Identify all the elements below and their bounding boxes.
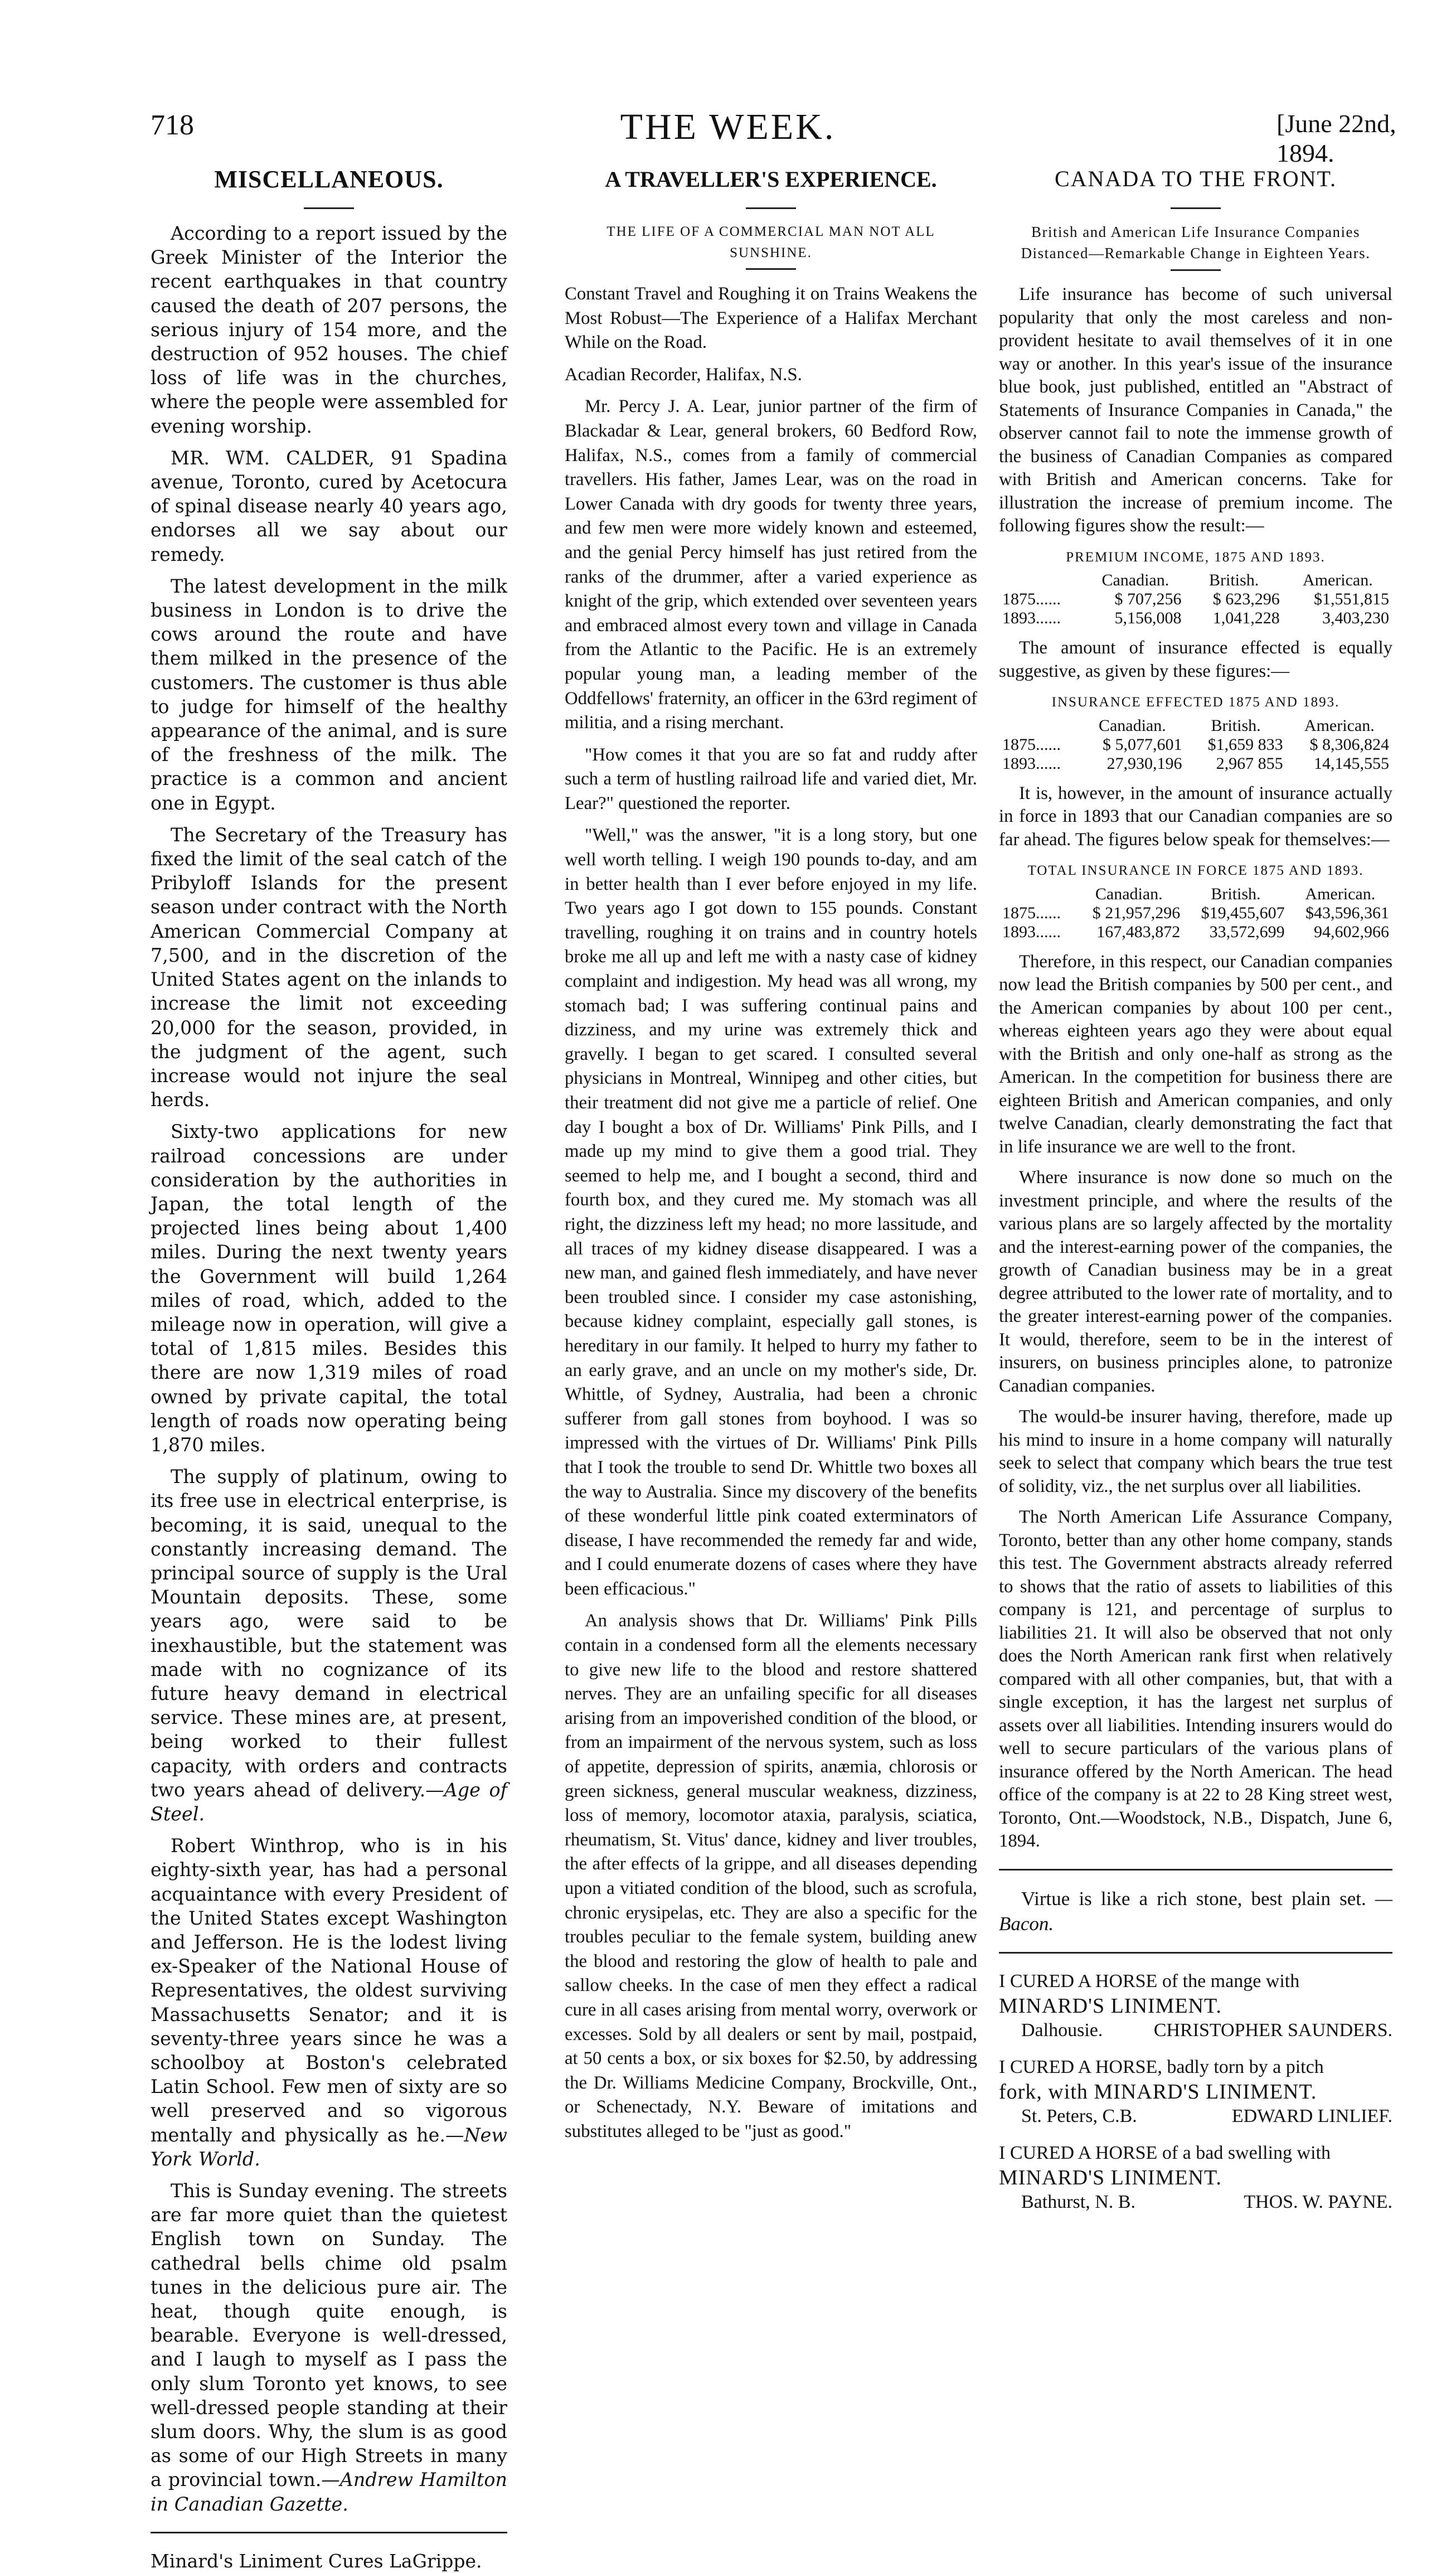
row-year: 1893...... xyxy=(1002,754,1061,773)
advert-name: EDWARD LINLIEF. xyxy=(1231,2105,1392,2126)
table-row xyxy=(999,754,1392,773)
table-caption: INSURANCE EFFECTED 1875 AND 1893. xyxy=(1051,695,1340,710)
divider xyxy=(1171,207,1221,209)
table-row xyxy=(999,735,1392,754)
quote-source: —Bacon. xyxy=(999,1887,1393,1935)
article-paragraph: It is, however, in the amount of insurance actually in force in 1893 that our Canadian companies are so far ahead. The figures below speak for themselves:— xyxy=(999,783,1392,850)
article-paragraph: The latest development in the milk business in London is to drive the cows around the route and have them milked in the presence of the customers. The customer is thus able to judge for himself of the healthy appearance of the animal, and is sure of the freshness of the milk. The practice is a common and ancient one in Egypt. xyxy=(151,575,507,814)
article-paragraph: Mr. Percy J. A. Lear, junior partner of the firm of Blackadar & Lear, general brokers, 60 Bedford Row, Halifax, N.S., comes from a family of commercial travellers. His father, James Lear, was on the road in Lower Canada with dry goods for twenty three years, and few men were more widely known and esteemed, and the genial Percy himself has just retired from the ranks of the drummer, after a varied experience as knight of the grip, which extended over seventeen years and embraced almost every town and village in Canada from the Atlantic to the Pacific. He is an extremely popular young man, a leading member of the Oddfellows' fraternity, an officer in the 63rd regiment of militia, and a rising merchant. xyxy=(565,396,977,733)
table-cell: 5,156,008 xyxy=(1114,609,1182,627)
advert-line: I CURED A HORSE of a bad swelling with xyxy=(999,2142,1331,2163)
issue-date: [June 22nd, 1894. xyxy=(1277,109,1396,167)
divider xyxy=(1171,269,1221,271)
table-cell: $ 707,256 xyxy=(1114,590,1182,608)
column-header: American. xyxy=(1302,571,1373,589)
article-paragraph: Life insurance has become of such universal popularity that only the most careless and non-provident hesitate to avail themselves of it in one way or another. In this year's issue of the insurance blue book, just published, entitled an "Abstract of Statements of Insurance Companies in Canada," the observer cannot fail to note the immense growth of the business of Canadian Companies as compared with British and American concerns. Take for illustration the increase of premium income. The following figures show the result:— xyxy=(999,284,1392,536)
table-cell: 27,930,196 xyxy=(1106,754,1182,773)
table-cell: 14,145,555 xyxy=(1314,754,1389,773)
advert-name: CHRISTOPHER SAUNDERS. xyxy=(1153,2019,1392,2041)
article-lead: Constant Travel and Roughing it on Trains Weakens the Most Robust—The Experience of a Halifax Merchant While on the Road. xyxy=(565,284,977,353)
testimonial-advert xyxy=(999,1969,1392,2043)
article-paragraph: An analysis shows that Dr. Williams' Pink Pills contain in a condensed form all the elements necessary to give new life to the blood and restore shattered nerves. They are an unfailing specific for all diseases arising from an impoverished condition of the blood, or from an impairment of the nervous system, such as loss of appetite, depression of spirits, anæmia, chlorosis or green sickness, general muscular weakness, dizziness, loss of memory, locomotor ataxia, paralysis, sciatica, rheumatism, St. Vitus' dance, kidney and liver troubles, the after effects of la grippe, and all diseases depending upon a vitiated condition of the blood, such as scrofula, chronic erysipelas, etc. They are also a specific for the troubles peculiar to the female system, building anew the blood and restoring the glow of health to pale and sallow cheeks. In the case of men they effect a radical cure in all cases arising from mental worry, overwork or excesses. Sold by all dealers or sent by mail, postpaid, at 50 cents a box, or six boxes for $2.50, by addressing the Dr. Williams Medicine Company, Brockville, Ont., or Schenectady, N.Y. Beware of imitations and substitutes alleged to be "just as good." xyxy=(565,1611,977,2141)
table-cell: 2,967 855 xyxy=(1216,754,1283,773)
advert-product: MINARD'S LINIMENT. xyxy=(999,2165,1222,2189)
table-caption: PREMIUM INCOME, 1875 AND 1893. xyxy=(1066,549,1326,565)
article-list xyxy=(151,221,507,1457)
table-cell: $ 623,296 xyxy=(1212,590,1280,608)
page-number: 718 xyxy=(151,109,194,141)
page-title: THE WEEK. xyxy=(620,106,836,147)
table-cell: $1,551,815 xyxy=(1314,590,1389,608)
table-row xyxy=(999,609,1392,628)
column-header xyxy=(999,716,1079,735)
row-year: 1893...... xyxy=(1002,609,1061,627)
article-body xyxy=(999,951,1392,1853)
advert-signature xyxy=(999,2018,1392,2043)
article-paragraph: MR. WM. CALDER, 91 Spadina avenue, Toronto, cured by Acetocura of spinal disease nearly 40 years ago, endorses all we say about our remedy. xyxy=(151,447,507,565)
divider xyxy=(151,2532,507,2533)
footer-advert: Minard's Liniment Cures LaGrippe. xyxy=(151,2550,482,2572)
testimonial-advert xyxy=(999,2141,1392,2215)
advert-signature xyxy=(999,2104,1392,2129)
column-header: British. xyxy=(1211,884,1261,903)
column-heading: MISCELLANEOUS. xyxy=(214,166,444,193)
column-header: American. xyxy=(1305,884,1376,903)
divider xyxy=(746,207,796,209)
advert-signature xyxy=(999,2190,1392,2215)
row-year: 1875...... xyxy=(1002,735,1061,754)
insurance-effected-table xyxy=(999,716,1392,773)
table-cell: $ 8,306,824 xyxy=(1309,735,1389,754)
table-header-row xyxy=(999,716,1392,735)
column-header: British. xyxy=(1211,716,1261,735)
article-paragraph: "Well," was the answer, "it is a long story, but one well worth telling. I weigh 190 pounds to-day, and am in better health than I ever before enjoyed in my life. Two years ago I got down to 155 pounds. Constant travelling, roughing it on trains and in country hotels broke me all up and left me with a nasty case of kidney complaint and indigestion. My head was all wrong, my stomach bad; I was suffering continual pains and dizziness, and my urine was extremely thick and gravelly. I began to get scared. I consulted several physicians in Montreal, Winnipeg and other cities, but their treatment did not give me a particle of relief. One day I bought a box of Dr. Williams' Pink Pills, and I made up my mind to give them a good trial. They seemed to help me, and I bought a second, third and fourth box, and they cured me. My stomach was all right, the dizziness left my head; no more lassitude, and all traces of my kidney disease disappeared. I was a new man, and gained flesh immediately, and have never been troubled since. I consider my case astonishing, because kidney complaint, especially gall stones, is hereditary in our family. It helped to hurry my father to an early grave, and an uncle on my mother's side, Dr. Whittle, of Sydney, Australia, had been a chronic sufferer from gall stones from boyhood. I was so impressed with the virtues of Dr. Williams' Pink Pills that I took the trouble to send Dr. Whittle two boxes all the way to Australia. Since my discovery of the benefits of these wonderful little pink coated exterminators of disease, I have recommended the remedy far and wide, and I could enumerate dozens of cases where they have been efficacious." xyxy=(565,825,977,1599)
column-header: British. xyxy=(1209,571,1259,589)
table-header-row xyxy=(999,885,1392,904)
premium-income-table xyxy=(999,571,1392,628)
divider xyxy=(304,207,354,209)
article-paragraph: Where insurance is now done so much on the investment principle, and where the results of the various plans are so largely affected by the mortality and the interest-earning power of the companies, the growth of Canadian business may be in a great degree attributed to the lower rate of mortality, and to the greater interest-earning power of the companies. It would, therefore, seem to be in the interest of insurers, on business principles alone, to patronize Canadian companies. xyxy=(999,1167,1392,1396)
column-header xyxy=(999,885,1074,904)
column-miscellaneous xyxy=(151,167,507,2573)
table-cell: $19,455,607 xyxy=(1201,903,1285,922)
advert-line: I CURED A HORSE of the mange with xyxy=(999,1970,1300,1991)
advert-product: MINARD'S LINIMENT. xyxy=(999,1994,1222,2018)
article-paragraph: The North American Life Assurance Company, Toronto, better than any other home company, stands this test. The Government abstracts already referred to shows that the ratio of assets to liabilities of this company is 121, and percentage of surplus to liabilities 21. It will also be observed that not only does the North American rank first when relatively compared with all other companies, but, that with a single exception, it has the largest net surplus of assets over all liabilities. Intending insurers would do well to secure particulars of the various plans of insurance offered by the North American. The head office of the company is at 22 to 28 King street west, Toronto, Ont.—Woodstock, N.B., Dispatch, June 6, 1894. xyxy=(999,1507,1392,1851)
article-paragraph: "How comes it that you are so fat and ruddy after such a term of hustling railroad life and varied diet, Mr. Lear?" questioned the reporter. xyxy=(565,744,977,813)
article-paragraph: The amount of insurance effected is equally suggestive, as given by these figures:— xyxy=(999,638,1392,681)
column-header xyxy=(999,571,1086,590)
advert-name: THOS. W. PAYNE. xyxy=(1244,2191,1392,2212)
testimonial-advert xyxy=(999,2055,1392,2129)
column-header: Canadian. xyxy=(1095,884,1163,903)
divider xyxy=(999,1869,1392,1871)
table-cell: $43,596,361 xyxy=(1305,903,1389,922)
table-cell: $ 21,957,296 xyxy=(1092,903,1181,922)
row-year: 1893...... xyxy=(1002,922,1061,941)
article-body xyxy=(565,395,977,2144)
article-subheading: THE LIFE OF A COMMERCIAL MAN NOT ALL SUNSHINE. xyxy=(606,224,935,260)
table-cell: 1,041,228 xyxy=(1212,609,1280,627)
column-travellers-experience xyxy=(565,167,977,2152)
table-header-row xyxy=(999,571,1392,590)
column-heading: CANADA TO THE FRONT. xyxy=(1055,166,1337,191)
table-row xyxy=(999,923,1392,942)
column-canada-to-the-front xyxy=(999,167,1392,2227)
divider xyxy=(999,1952,1392,1954)
advert-line: I CURED A HORSE, badly torn by a pitch xyxy=(999,2056,1324,2077)
article-paragraph: Sixty-two applications for new railroad concessions are under consideration by the authorities in Japan, the total length of the projected lines being about 1,400 miles. During the next twenty years the Government will build 1,264 miles of road, which, added to the mileage now in operation, will give a total of 1,815 miles. Besides this there are now 1,319 miles of road owned by private capital, the total length of roads now operating being 1,870 miles. xyxy=(151,1121,507,1456)
column-header: Canadian. xyxy=(1101,571,1169,589)
table-cell: $ 5,077,601 xyxy=(1103,735,1182,754)
advert-place: Bathurst, N. B. xyxy=(1021,2191,1135,2212)
row-year: 1875...... xyxy=(1002,903,1061,922)
article-paragraph: This is Sunday evening. The streets are far more quiet than the quietest English town on Sunday. The cathedral bells chime old psalm tunes in the delicious pure air. The heat, though quite enough, is bearable. Everyone is well-dressed, and I laugh to myself as I pass the only slum Toronto yet knows, to see well-dressed people standing at their slum doors. Why, the slum is as good as some of our High Streets in many a provincial town.—Andrew Hamilton in Canadian Gazette. xyxy=(151,2180,508,2515)
divider xyxy=(746,268,796,270)
table-caption: TOTAL INSURANCE IN FORCE 1875 AND 1893. xyxy=(1027,863,1364,878)
column-heading: A TRAVELLER'S EXPERIENCE. xyxy=(605,167,937,192)
article-paragraph: The would-be insurer having, therefore, made up his mind to insure in a home company will naturally seek to select that company which bears the true test of solidity, viz., the net surplus over all liabilities. xyxy=(999,1407,1392,1496)
column-header: American. xyxy=(1304,716,1375,735)
quote: Virtue is like a rich stone, best plain set. —Bacon. xyxy=(999,1887,1393,1935)
article-paragraph: The supply of platinum, owing to its free use in electrical enterprise, is becoming, it is said, unequal to the constantly increasing demand. The principal source of supply is the Ural Mountain deposits. These, some years ago, were said to be inexhaustible, but the statement was made with no cognizance of its future heavy demand in electrical service. These mines are, at present, being worked to their fullest capacity, with orders and contracts two years ahead of delivery.—Age of Steel. xyxy=(151,1466,507,1825)
article-paragraph: According to a report issued by the Greek Minister of the Interior the recent earthquakes in that country caused the death of 207 persons, the serious injury of 154 more, and the destruction of 952 houses. The chief loss of life was in the churches, where the people were assembled for evening worship. xyxy=(151,222,507,437)
article-paragraph: Robert Winthrop, who is in his eighty-sixth year, has had a personal acquaintance with every President of the United States except Washington and Jefferson. He is the lodest living ex-Speaker of the National House of Representatives, the oldest surviving Massachusetts Senator; and it is seventy-three years since he was a schoolboy at Boston's celebrated Latin School. Few men of sixty are so well preserved and so vigorous mentally and physically as he.—New York World. xyxy=(151,1835,507,2170)
column-header: Canadian. xyxy=(1098,716,1166,735)
advert-product: fork, with MINARD'S LINIMENT. xyxy=(999,2080,1317,2104)
advert-place: St. Peters, C.B. xyxy=(1021,2105,1137,2126)
article-source: Acadian Recorder, Halifax, N.S. xyxy=(565,364,802,385)
table-cell: 3,403,230 xyxy=(1322,609,1389,627)
article-subheading: British and American Life Insurance Companies Distanced—Remarkable Change in Eighteen Years. xyxy=(1021,224,1371,261)
table-row xyxy=(999,904,1392,923)
row-year: 1875...... xyxy=(1002,590,1061,608)
source-credit: —New York World. xyxy=(151,2124,507,2170)
table-row xyxy=(999,590,1392,609)
table-cell: 167,483,872 xyxy=(1096,922,1181,941)
advert-place: Dalhousie. xyxy=(1021,2019,1103,2041)
insurance-in-force-table xyxy=(999,885,1392,942)
table-cell: 94,602,966 xyxy=(1314,922,1389,941)
source-credit: —Age of Steel. xyxy=(151,1779,507,1825)
article-paragraph: Therefore, in this respect, our Canadian companies now lead the British companies by 500 per cent., and the American companies by about 100 per cent., whereas eighteen years ago they were about equal with the British and only one-half as strong as the American. In the competition for business there are eighteen British and American companies, and only twelve Canadian, clearly demonstrating the fact that in life insurance we are well to the front. xyxy=(999,951,1392,1157)
source-credit: —Andrew Hamilton in Canadian Gazette. xyxy=(151,2469,508,2515)
table-cell: 33,572,699 xyxy=(1209,922,1285,941)
article-paragraph: The Secretary of the Treasury has fixed the limit of the seal catch of the Pribyloff Islands for the present season under contract with the North American Commercial Company at 7,500, and in the discretion of the United States agent on the inlands to increase the limit not exceeding 20,000 for the season, provided, in the judgment of the agent, such increase would not injure the seal herds. xyxy=(151,823,507,1111)
advert-list xyxy=(999,1969,1392,2215)
table-cell: $1,659 833 xyxy=(1207,735,1283,754)
